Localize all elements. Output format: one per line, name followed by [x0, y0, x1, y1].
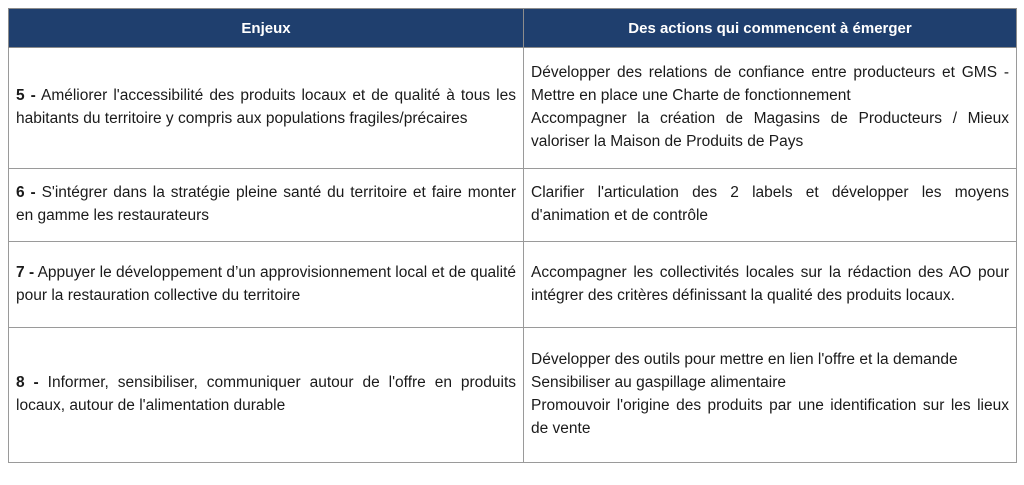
action-item: Développer des relations de confiance entre producteurs et GMS - Mettre en place une Charte de fonctionnement [531, 64, 1009, 104]
enjeu-number: 7 - [16, 263, 35, 281]
table-row [9, 242, 1017, 328]
enjeu-text: Informer, sensibiliser, communiquer autour de l'offre en produits locaux, autour de l'alimentation durable [16, 374, 517, 414]
enjeu-number: 5 - [16, 87, 36, 104]
table-header-row [9, 9, 1017, 48]
action-item: Sensibiliser au gaspillage alimentaire [531, 374, 787, 391]
enjeu-cell [9, 169, 524, 242]
enjeu-cell [9, 242, 524, 328]
enjeu-text: Appuyer le développement d’un approvisionnement local et de qualité pour la restauration collective du territoire [16, 263, 516, 304]
actions-cell [524, 328, 1017, 463]
actions-cell [524, 169, 1017, 242]
table-row [9, 169, 1017, 242]
enjeu-number: 8 - [16, 374, 39, 391]
enjeux-actions-table-wrapper [8, 8, 1016, 463]
action-item: Promouvoir l'origine des produits par une identification sur les lieux de vente [531, 397, 1009, 437]
header-actions: Des actions qui commencent à émerger [524, 9, 1017, 48]
enjeu-text: S'intégrer dans la stratégie pleine santé du territoire et faire monter en gamme les restaurateurs [16, 184, 517, 224]
enjeu-cell [9, 48, 524, 169]
action-item: Développer des outils pour mettre en lien l'offre et la demande [531, 351, 958, 368]
actions-cell [524, 48, 1017, 169]
enjeu-number: 6 - [16, 184, 36, 201]
enjeu-cell [9, 328, 524, 463]
action-item: Clarifier l'articulation des 2 labels et développer les moyens d'animation et de contrôle [531, 184, 1009, 224]
action-item: Accompagner la création de Magasins de Producteurs / Mieux valoriser la Maison de Produits de Pays [531, 110, 1009, 150]
enjeux-actions-table [8, 8, 1017, 463]
action-item: Accompagner les collectivités locales sur la rédaction des AO pour intégrer des critères définissant la qualité des produits locaux. [531, 263, 1009, 304]
enjeu-text: Améliorer l'accessibilité des produits locaux et de qualité à tous les habitants du territoire y compris aux populations fragiles/précaires [16, 87, 516, 127]
table-row [9, 48, 1017, 169]
table-row [9, 328, 1017, 463]
header-enjeux: Enjeux [9, 9, 524, 48]
actions-cell [524, 242, 1017, 328]
